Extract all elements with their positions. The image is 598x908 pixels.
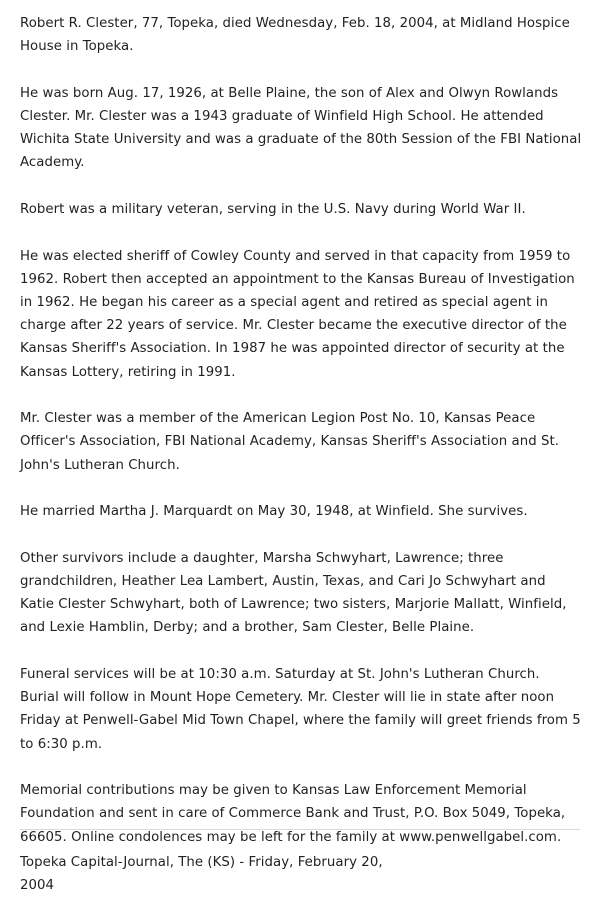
paragraph-career: He was elected sheriff of Cowley County and served in that capacity from 1959 to 1962. Robert then accepted an appointment to the Kansas Bureau of Investigation in 1962. He began his career as a special agent and retired as special agent in charge after 22 years of service. Mr. Clester became the executive director of the Kansas Sheriff's Association. In 1987 he was appointed director of security at the Kansas Lottery, retiring in 1991. (20, 248, 575, 380)
paragraph-memberships: Mr. Clester was a member of the American Legion Post No. 10, Kansas Peace Officer's Association, FBI National Academy, Kansas Sheriff's Association and St. John's Lutheran Church. (20, 411, 560, 473)
obituary-article (20, 12, 582, 849)
paragraph-military-service: Robert was a military veteran, serving in the U.S. Navy during World War II. (20, 202, 526, 217)
paragraph-marriage: He married Martha J. Marquardt on May 30, 1948, at Winfield. She survives. (20, 504, 528, 520)
paragraph-funeral-services: Funeral services will be at 10:30 a.m. Saturday at St. John's Lutheran Church. Burial will follow in Mount Hope Cemetery. Mr. Clester will lie in state after noon Friday at Penwell-Gabel Mid Town Chapel, where the family will greet friends from 5 to 6:30 p.m. (20, 667, 581, 752)
publication-source: Topeka Capital-Journal, The (KS) - Friday, February 20, 2004 (20, 855, 383, 894)
paragraph-survivors: Other survivors include a daughter, Marsha Schwyhart, Lawrence; three grandchildren, Heather Lea Lambert, Austin, Texas, and Cari Jo Schwyhart and Katie Clester Schwyhart, both of Lawrence; two sisters, Marjorie Mallatt, Winfield, and Lexie Hamblin, Derby; and a brother, Sam Clester, Belle Plaine. (20, 550, 567, 636)
paragraph-death-notice: Robert R. Clester, 77, Topeka, died Wednesday, Feb. 18, 2004, at Midland Hospice House in Topeka. (20, 16, 570, 55)
paragraph-birth-education: He was born Aug. 17, 1926, at Belle Plaine, the son of Alex and Olwyn Rowlands Clester. Mr. Clester was a 1943 graduate of Winfield High School. He attended Wichita State University and was a graduate of the 80th Session of the FBI National Academy. (20, 85, 582, 171)
paragraph-memorial-contributions: Memorial contributions may be given to Kansas Law Enforcement Memorial Foundation and sent in care of Commerce Bank and Trust, P.O. Box 5049, Topeka, 66605. Online condolences may be left for the family at www.penwellgabel.com. (20, 783, 566, 845)
source-divider (20, 829, 580, 830)
